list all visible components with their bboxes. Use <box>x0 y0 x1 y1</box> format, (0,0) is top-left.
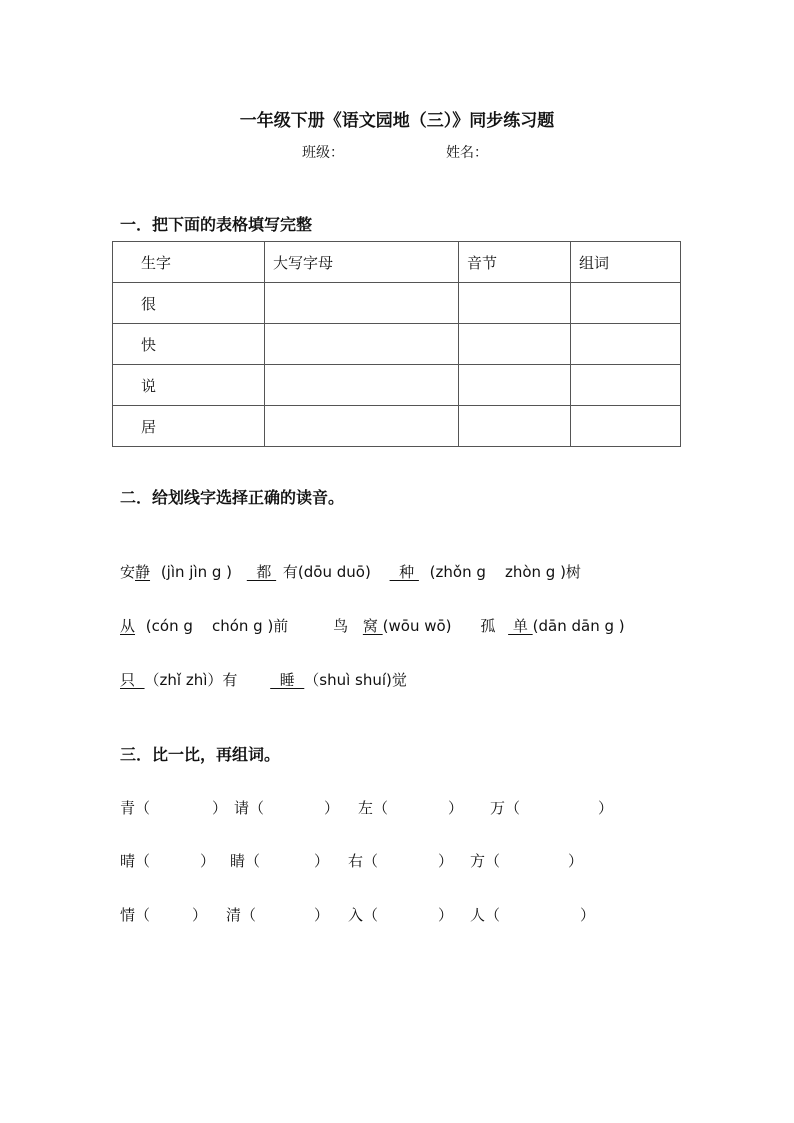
pinyin-row-3 <box>120 669 407 690</box>
blank-cell[interactable] <box>265 406 459 447</box>
fill-table <box>112 241 681 447</box>
underlined-char: 种 <box>389 563 419 581</box>
header-cell: 音节 <box>459 242 571 283</box>
paren-close[interactable]: ） <box>568 852 584 870</box>
page-title: 一年级下册《语文园地（三）》同步练习题 <box>239 111 555 131</box>
pinyin-options[interactable]: (jìn jìn g ) <box>160 563 233 581</box>
text: 孤 <box>480 617 496 635</box>
name-label: 姓名： <box>446 145 488 161</box>
paren-close[interactable]: ） <box>192 906 208 924</box>
underlined-char: 从 <box>120 617 136 635</box>
blank-cell[interactable] <box>459 283 571 324</box>
blank-cell[interactable] <box>265 365 459 406</box>
pinyin-options[interactable]: (cón g chón g )前 <box>145 617 289 635</box>
header-cell: 生字 <box>113 242 265 283</box>
compare-char: 晴（ <box>120 852 151 870</box>
pinyin-options[interactable]: （shuì shuí)觉 <box>304 671 407 689</box>
compare-char: 情（ <box>120 906 151 924</box>
underlined-char: 睡 <box>270 671 305 689</box>
paren-close[interactable]: ） <box>200 852 216 870</box>
paren-close[interactable]: ） <box>212 799 228 817</box>
compare-char: 清（ <box>226 906 257 924</box>
paren-close[interactable]: ） <box>324 799 340 817</box>
compare-char: 请（ <box>234 799 265 817</box>
table-row <box>113 283 681 324</box>
compare-char: 入（ <box>348 906 379 924</box>
underlined-char: 单 <box>508 617 533 635</box>
blank-cell[interactable] <box>265 283 459 324</box>
paren-close[interactable]: ） <box>314 906 330 924</box>
char-cell: 很 <box>113 283 265 324</box>
blank-cell[interactable] <box>571 283 681 324</box>
underlined-char: 只 <box>120 671 145 689</box>
blank-cell[interactable] <box>571 365 681 406</box>
paren-close[interactable]: ） <box>438 852 454 870</box>
class-label: 班级： <box>302 145 344 161</box>
char-cell: 说 <box>113 365 265 406</box>
paren-close[interactable]: ） <box>598 799 614 817</box>
compare-char: 万（ <box>490 799 521 817</box>
table-row <box>113 324 681 365</box>
pinyin-options[interactable]: (zhǒn g zhòn g )树 <box>429 563 581 581</box>
section3-title: 三．比一比，再组词。 <box>120 745 281 764</box>
table-row <box>113 365 681 406</box>
blank-cell[interactable] <box>265 324 459 365</box>
compare-char: 右（ <box>348 852 379 870</box>
header-cell: 大写字母 <box>265 242 459 283</box>
blank-cell[interactable] <box>459 406 571 447</box>
pinyin-options[interactable]: (wōu wō) <box>382 617 452 635</box>
table-header-row <box>113 242 681 283</box>
compare-char: 方（ <box>470 852 501 870</box>
pinyin-row-2 <box>120 615 625 636</box>
compare-char: 人（ <box>470 906 501 924</box>
compare-char: 睛（ <box>230 852 261 870</box>
text: 安 <box>120 563 136 581</box>
section1-title: 一．把下面的表格填写完整 <box>120 215 313 234</box>
underlined-char: 静 <box>135 563 151 581</box>
char-cell: 快 <box>113 324 265 365</box>
underlined-char: 都 <box>246 563 277 581</box>
section2-title: 二．给划线字选择正确的读音。 <box>120 488 345 507</box>
blank-cell[interactable] <box>459 324 571 365</box>
blank-cell[interactable] <box>571 324 681 365</box>
blank-cell[interactable] <box>459 365 571 406</box>
paren-close[interactable]: ） <box>448 799 464 817</box>
pinyin-options[interactable]: (dān dān g ) <box>532 617 625 635</box>
pinyin-row-1 <box>120 561 581 582</box>
paren-close[interactable]: ） <box>438 906 454 924</box>
char-cell: 居 <box>113 406 265 447</box>
header-cell: 组词 <box>571 242 681 283</box>
paren-close[interactable]: ） <box>314 852 330 870</box>
text: 鸟 <box>333 617 349 635</box>
compare-char: 左（ <box>358 799 389 817</box>
table-row <box>113 406 681 447</box>
blank-cell[interactable] <box>571 406 681 447</box>
pinyin-options[interactable]: 有(dōu duō) <box>282 563 371 581</box>
compare-char: 青（ <box>120 799 151 817</box>
paren-close[interactable]: ） <box>580 906 596 924</box>
pinyin-options[interactable]: （zhǐ zhì）有 <box>144 671 238 689</box>
underlined-char: 窝 <box>362 617 383 635</box>
